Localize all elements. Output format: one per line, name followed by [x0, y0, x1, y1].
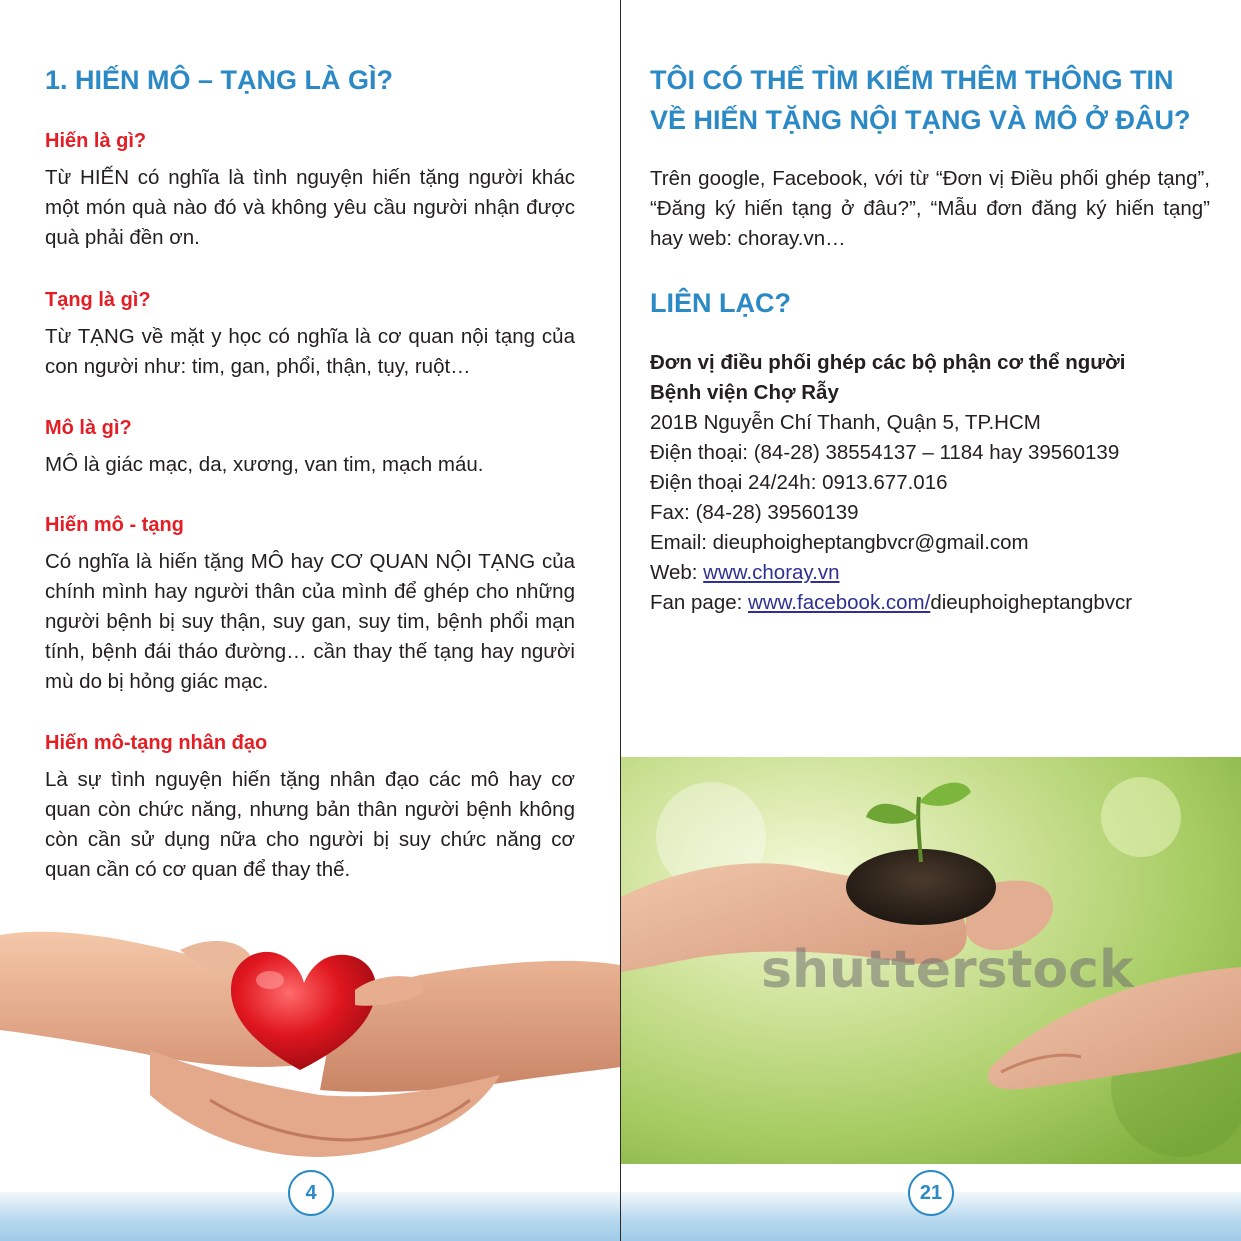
section-hien-nhan-dao: [45, 729, 575, 885]
section-heading: Hiến mô - tạng: [45, 514, 184, 536]
section-text: Có nghĩa là hiến tặng MÔ hay CƠ QUAN NỘI TẠNG của chính mình hay người thân của mình để ghép cho những người bệnh bị suy thận, suy gan, suy tim, bệnh phổi mạn tính, bệnh đái tháo đường… cần thay thế tạng hay người mù do bị hỏng giác mạc.: [45, 550, 575, 693]
fanpage-suffix: dieuphoigheptangbvcr: [930, 591, 1133, 614]
fanpage-label: Fan page:: [650, 591, 749, 614]
section-heading: Tạng là gì?: [45, 289, 151, 311]
title-line: VỀ HIẾN TẶNG NỘI TẠNG VÀ MÔ Ở ĐÂU?: [650, 105, 1191, 135]
section-heading: Hiến là gì?: [45, 130, 147, 152]
page-number: 21: [908, 1170, 954, 1216]
section-text: Từ TẠNG về mặt y học có nghĩa là cơ quan nội tạng của con người như: tim, gan, phổi, thận, tụy, ruột…: [45, 325, 575, 378]
phone: Điện thoại: (84-28) 38554137 – 1184 hay 39560139: [650, 441, 1120, 464]
section-text: Từ HIẾN có nghĩa là tình nguyện hiến tặng người khác một món quà nào đó và không yêu cầu người nhận được quà phải đền ơn.: [45, 166, 575, 249]
title-line: TÔI CÓ THỂ TÌM KIẾM THÊM THÔNG TIN: [650, 65, 1174, 95]
address: 201B Nguyễn Chí Thanh, Quận 5, TP.HCM: [650, 411, 1041, 434]
fanpage-line: [650, 588, 1210, 618]
section-mo: [45, 414, 575, 480]
fax: Fax: (84-28) 39560139: [650, 501, 859, 524]
section-tang: [45, 286, 575, 382]
section-heading: Mô là gì?: [45, 417, 132, 439]
heart-in-hands-photo: [0, 895, 620, 1195]
heart-in-hands-icon: [0, 895, 620, 1195]
info-paragraph: Trên google, Facebook, với từ “Đơn vị Điều phối ghép tạng”, “Đăng ký hiến tạng ở đâu?”, “Mẫu đơn đăng ký hiến tạng” hay web: choray.vn…: [650, 167, 1210, 250]
contact-title: LIÊN LẠC?: [650, 288, 791, 318]
org-name: Đơn vị điều phối ghép các bộ phận cơ thể người: [650, 351, 1126, 374]
left-page-title: 1. HIẾN MÔ – TẠNG LÀ GÌ?: [45, 65, 394, 95]
web-line: [650, 558, 1210, 588]
fanpage-link[interactable]: www.facebook.com/: [748, 591, 931, 614]
section-heading: Hiến mô-tạng nhân đạo: [45, 732, 268, 754]
phone-24h: Điện thoại 24/24h: 0913.677.016: [650, 471, 948, 494]
section-hien: [45, 127, 575, 253]
hospital-name: Bệnh viện Chợ Rẫy: [650, 381, 839, 404]
left-page: [0, 0, 620, 1241]
section-text: Là sự tình nguyện hiến tặng nhân đạo các mô hay cơ quan còn chức năng, nhưng bản thân người bệnh không còn cần sử dụng nữa cho người bị suy chức năng cơ quan cần có cơ quan để thay thế.: [45, 768, 575, 881]
seedling-in-hands-icon: [621, 757, 1241, 1164]
seedling-in-hands-photo: [621, 757, 1241, 1164]
section-hien-mo-tang: [45, 511, 575, 697]
section-text: MÔ là giác mạc, da, xương, van tim, mạch máu.: [45, 453, 484, 476]
web-link[interactable]: www.choray.vn: [703, 561, 840, 584]
contact-block: [650, 348, 1210, 618]
web-label: Web:: [650, 561, 704, 584]
page-number: 4: [288, 1170, 334, 1216]
right-page: [621, 0, 1241, 1241]
email: Email: dieuphoigheptangbvcr@gmail.com: [650, 531, 1029, 554]
right-page-title: [650, 60, 1210, 140]
watermark: shutterstock: [761, 940, 1134, 1000]
